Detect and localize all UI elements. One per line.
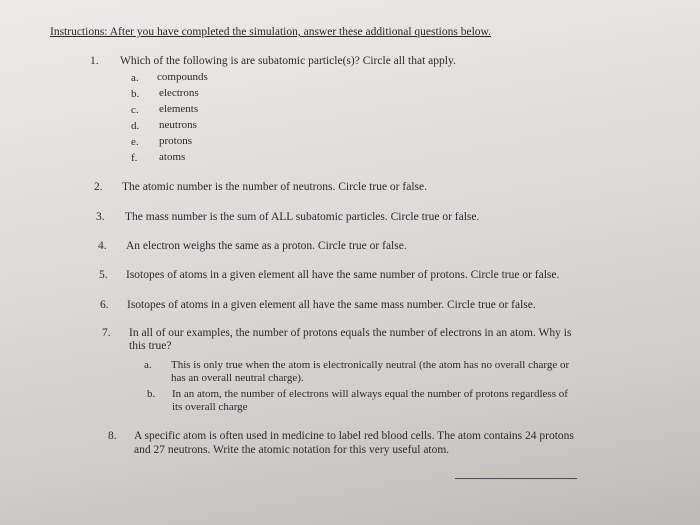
q1-option-e-text[interactable]: protons	[159, 135, 192, 147]
question-8-answer-line[interactable]	[455, 478, 577, 479]
q1-option-a-text[interactable]: compounds	[157, 71, 208, 83]
question-1-number: 1.	[90, 55, 99, 67]
q1-option-c-text[interactable]: elements	[159, 103, 199, 115]
q7-option-b-letter: b.	[147, 388, 156, 400]
question-3-text: The mass number is the sum of ALL subatomic particles. Circle true or false.	[125, 211, 480, 223]
question-1-text: Which of the following is are subatomic particle(s)? Circle all that apply.	[120, 55, 456, 67]
q7-option-a-letter: a.	[144, 359, 152, 371]
q1-option-b-letter: b.	[131, 88, 140, 100]
question-6-number: 6.	[100, 299, 109, 311]
question-7-text-line-1: In all of our examples, the number of protons equals the number of electrons in an atom. Why is	[129, 327, 572, 339]
question-7-number: 7.	[102, 327, 111, 339]
q1-option-f-text[interactable]: atoms	[159, 151, 186, 163]
question-7-text-line-2: this true?	[129, 340, 172, 352]
q1-option-c-letter: c.	[131, 104, 139, 116]
q1-option-e-letter: e.	[131, 136, 139, 148]
question-4-text: An electron weighs the same as a proton. Circle true or false.	[126, 240, 407, 252]
question-3-number: 3.	[96, 211, 105, 223]
q7-option-a-text-line-1[interactable]: This is only true when the atom is electronically neutral (the atom has no overall charge or	[171, 359, 570, 371]
q7-option-b-text-line-1[interactable]: In an atom, the number of electrons will always equal the number of protons regardless of	[172, 388, 568, 400]
question-2-text: The atomic number is the number of neutrons. Circle true or false.	[122, 181, 427, 193]
q1-option-d-text[interactable]: neutrons	[159, 119, 197, 131]
q7-option-b-text-line-2[interactable]: its overall charge	[172, 401, 248, 413]
instructions-heading: Instructions: After you have completed the simulation, answer these additional questions below.	[50, 26, 491, 38]
q1-option-a-letter: a.	[131, 72, 139, 84]
q1-option-b-text[interactable]: electrons	[159, 87, 199, 99]
question-2-number: 2.	[94, 181, 103, 193]
question-8-number: 8.	[108, 430, 117, 442]
question-8-text-line-1: A specific atom is often used in medicine to label red blood cells. The atom contains 24 protons	[134, 430, 574, 442]
q1-option-f-letter: f.	[131, 152, 138, 164]
q7-option-a-text-line-2[interactable]: has an overall neutral charge).	[171, 372, 304, 384]
question-4-number: 4.	[98, 240, 107, 252]
question-5-text: Isotopes of atoms in a given element all have the same number of protons. Circle true or false.	[126, 269, 560, 281]
question-8-text-line-2: and 27 neutrons. Write the atomic notation for this very useful atom.	[134, 444, 450, 456]
question-6-text: Isotopes of atoms in a given element all have the same mass number. Circle true or false.	[127, 299, 536, 311]
question-5-number: 5.	[99, 269, 108, 281]
q1-option-d-letter: d.	[131, 120, 140, 132]
